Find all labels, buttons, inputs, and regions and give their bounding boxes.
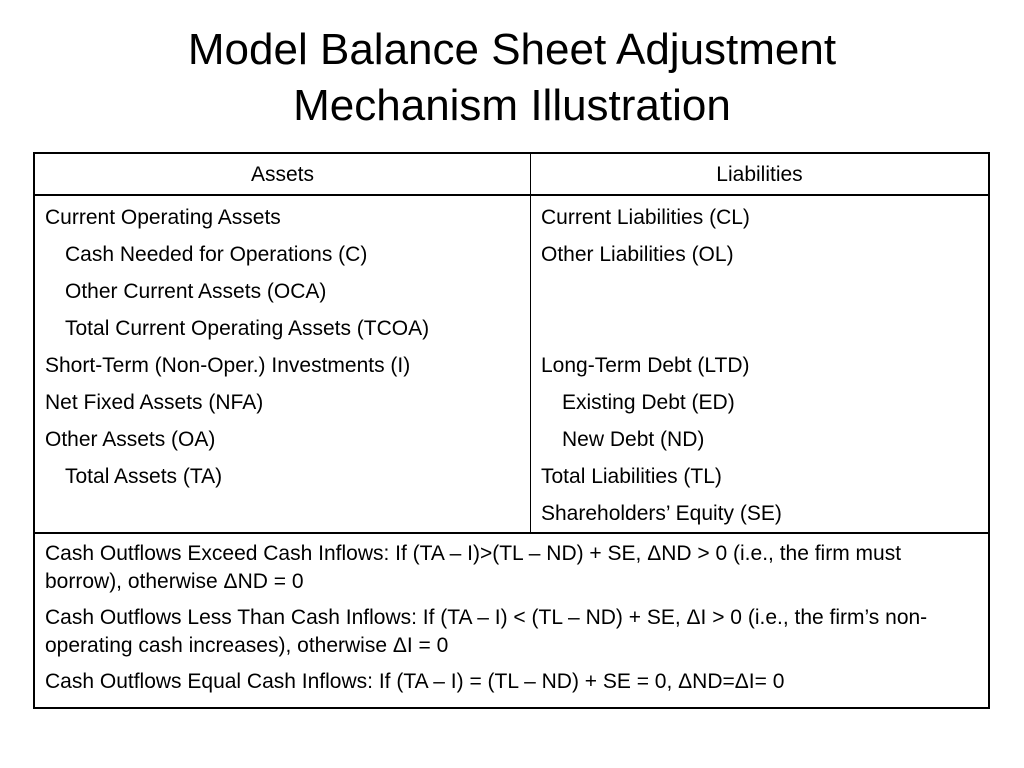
- balance-sheet-table: [33, 152, 990, 709]
- liability-current: Current Liabilities (CL): [541, 206, 750, 229]
- asset-cash-needed: Cash Needed for Operations (C): [65, 243, 368, 266]
- assets-header: Assets: [250, 163, 315, 186]
- asset-other-current: Other Current Assets (OCA): [65, 280, 327, 303]
- rule-outflows-less: Cash Outflows Less Than Cash Inflows: If (TA – I) < (TL – ND) + SE, ΔI > 0 (i.e., the firm’s non-operating cash increases), otherwise ΔI = 0: [45, 606, 928, 657]
- page-title: [0, 22, 1024, 134]
- liability-blank-1: [541, 277, 981, 314]
- asset-total: Total Assets (TA): [65, 465, 223, 488]
- liability-blank-2: [541, 314, 981, 351]
- asset-net-fixed: Net Fixed Assets (NFA): [45, 391, 264, 414]
- title-line-1: Model Balance Sheet Adjustment: [187, 25, 837, 74]
- asset-short-term-investments: Short-Term (Non-Oper.) Investments (I): [45, 354, 411, 377]
- title-line-2: Mechanism Illustration: [293, 81, 731, 130]
- liability-other: Other Liabilities (OL): [541, 243, 734, 266]
- shareholders-equity: Shareholders’ Equity (SE): [541, 502, 782, 525]
- liability-new-debt: New Debt (ND): [562, 428, 705, 451]
- adjustment-rules: [45, 540, 980, 704]
- asset-other: Other Assets (OA): [45, 428, 216, 451]
- asset-current-operating: Current Operating Assets: [45, 206, 281, 229]
- liability-total: Total Liabilities (TL): [541, 465, 722, 488]
- liabilities-header: Liabilities: [716, 163, 803, 186]
- liabilities-column: [541, 203, 981, 536]
- liability-existing-debt: Existing Debt (ED): [562, 391, 735, 414]
- assets-column: [45, 203, 525, 499]
- rule-outflows-equal: Cash Outflows Equal Cash Inflows: If (TA – I) = (TL – ND) + SE = 0, ΔND=ΔI= 0: [45, 670, 785, 693]
- table-header-row: [35, 154, 988, 196]
- table-body-row: [35, 196, 988, 534]
- liability-long-term-debt: Long-Term Debt (LTD): [541, 354, 750, 377]
- rule-outflows-exceed: Cash Outflows Exceed Cash Inflows: If (TA – I)>(TL – ND) + SE, ΔND > 0 (i.e., the firm must borrow), otherwise ΔND = 0: [45, 542, 902, 593]
- asset-total-current-operating: Total Current Operating Assets (TCOA): [65, 317, 430, 340]
